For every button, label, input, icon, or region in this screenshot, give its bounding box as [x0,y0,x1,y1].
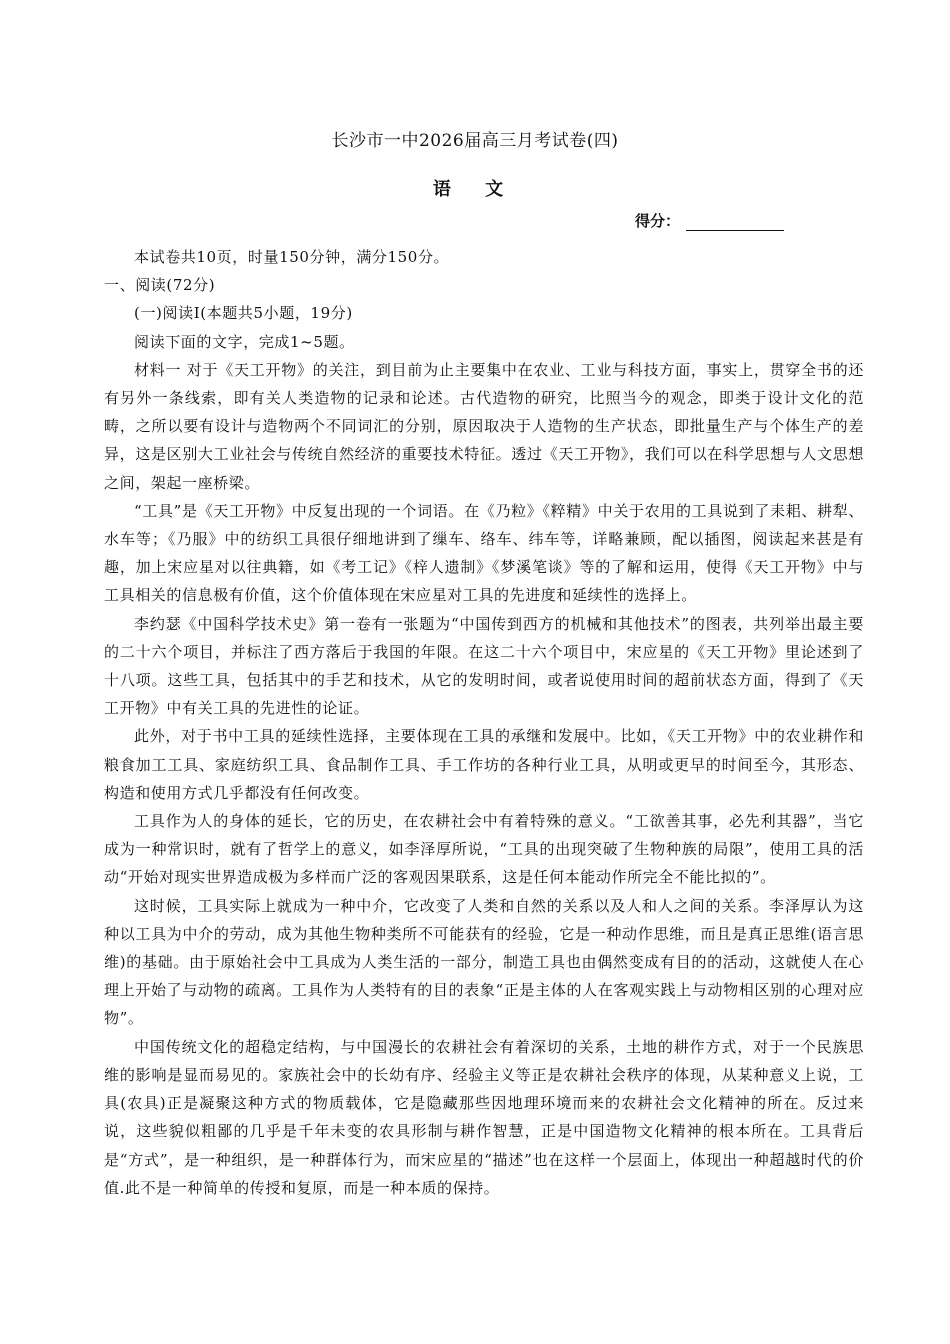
section-heading: 一、阅读(72分) [104,276,216,295]
paragraph-mediator: 这时候，工具实际上就成为一种中介，它改变了人类和自然的关系以及人和人之间的关系。李泽厚认为这种以工具为中介的劳动，成为其他生物种类所不可能获有的经验，它是一种动作思维，而且是真正思维(语言思维)的基础。由于原始社会中工具成为人类生活的一部分，制造工具也由偶然变成有目的的活动，这就使人在心理上开始了与动物的疏离。工具作为人类特有的目的表象“正是主体的人在客观实践上与动物相区别的心理对应物”。 [104,896,864,1028]
score-label: 得分： [635,212,681,230]
exam-info: 本试卷共10页，时量150分钟，满分150分。 [134,248,450,266]
paragraph-culture: 中国传统文化的超稳定结构，与中国漫长的农耕社会有着深切的关系，土地的耕作方式，对于一个民族思维的影响是显而易见的。家族社会中的长幼有序、经验主义等正是农耕社会秩序的体现，从某种意义上说，工具(农具)正是凝聚这种方式的物质载体，它是隐藏那些因地理环境而来的农耕社会文化精神的所在。反过来说，这些貌似粗鄙的几乎是千年未变的农具形制与耕作智慧，正是中国造物文化精神的根本所在。工具背后是“方式”，是一种组织，是一种群体行为，而宋应星的“描述”也在这样一个层面上，体现出一种超越时代的价值.此不是一种简单的传授和复原，而是一种本质的保持。 [104,1037,864,1197]
paragraph-needham: 李约瑟《中国科学技术史》第一卷有一张题为“中国传到西方的机械和其他技术”的图表，共列举出最主要的二十六个项目，并标注了西方落后于我国的年限。在这二十六个项目中，宋应星的《天工开物》里论述到了十八项。这些工具，包括其中的手艺和技术，从它的发明时间，或者说使用时间的超前状态方面，得到了《天工开物》中有关工具的先进性的论证。 [104,614,864,718]
paragraph-material-one: 材料一 对于《天工开物》的关注，到目前为止主要集中在农业、工业与科技方面，事实上，贯穿全书的还有另外一条线索，即有关人类造物的记录和论述。古代造物的研究，比照当今的观念，即类于设计文化的范畴，之所以要有设计与造物两个不同词汇的分别，原因取决于人造物的生产状态，即批量生产与个体生产的差异，这是区别大工业社会与传统自然经济的重要技术特征。透过《天工开物》，我们可以在科学思想与人文思想之间，架起一座桥梁。 [104,360,864,492]
reading-instruction: 阅读下面的文字，完成1~5题。 [134,332,355,351]
paragraph-tools: “工具”是《天工开物》中反复出现的一个词语。在《乃粒》《粹精》中关于农用的工具说到了耒耜、耕犁、水车等；《乃服》中的纺织工具很仔细地讲到了缫车、络车、纬车等，详略兼顾，配以插图，阅读起来甚是有趣，加上宋应星对以往典籍，如《考工记》《梓人遗制》《梦溪笔谈》等的了解和运用，使得《天工开物》中与工具相关的信息极有价值，这个价值体现在宋应星对工具的先进度和延续性的选择上。 [104,501,864,605]
exam-title: 长沙市一中2026届高三月考试卷(四) [331,131,619,151]
paragraph-body-extension: 工具作为人的身体的延长，它的历史，在农耕社会中有着特殊的意义。“工欲善其事，必先利其器”，当它成为一种常识时，就有了哲学上的意义，如李泽厚所说，“工具的出现突破了生物种族的局限”，使用工具的活动“开始对现实世界造成极为多样而广泛的客观因果联系，这是任何本能动作所完全不能比拟的”。 [104,812,864,887]
subsection-heading: (一)阅读Ⅰ(本题共5小题，19分) [134,304,353,323]
score-field [635,210,784,231]
paragraph-continuity: 此外，对于书中工具的延续性选择，主要体现在工具的承继和发展中。比如，《天工开物》中的农业耕作和粮食加工工具、家庭纺织工具、食品制作工具、手工作坊的各种行业工具，从明或更早的时间至今，其形态、构造和使用方式几乎都没有任何改变。 [104,727,864,802]
score-blank [686,215,784,231]
exam-body [104,243,864,1202]
subject-heading: 语 文 [432,179,518,200]
